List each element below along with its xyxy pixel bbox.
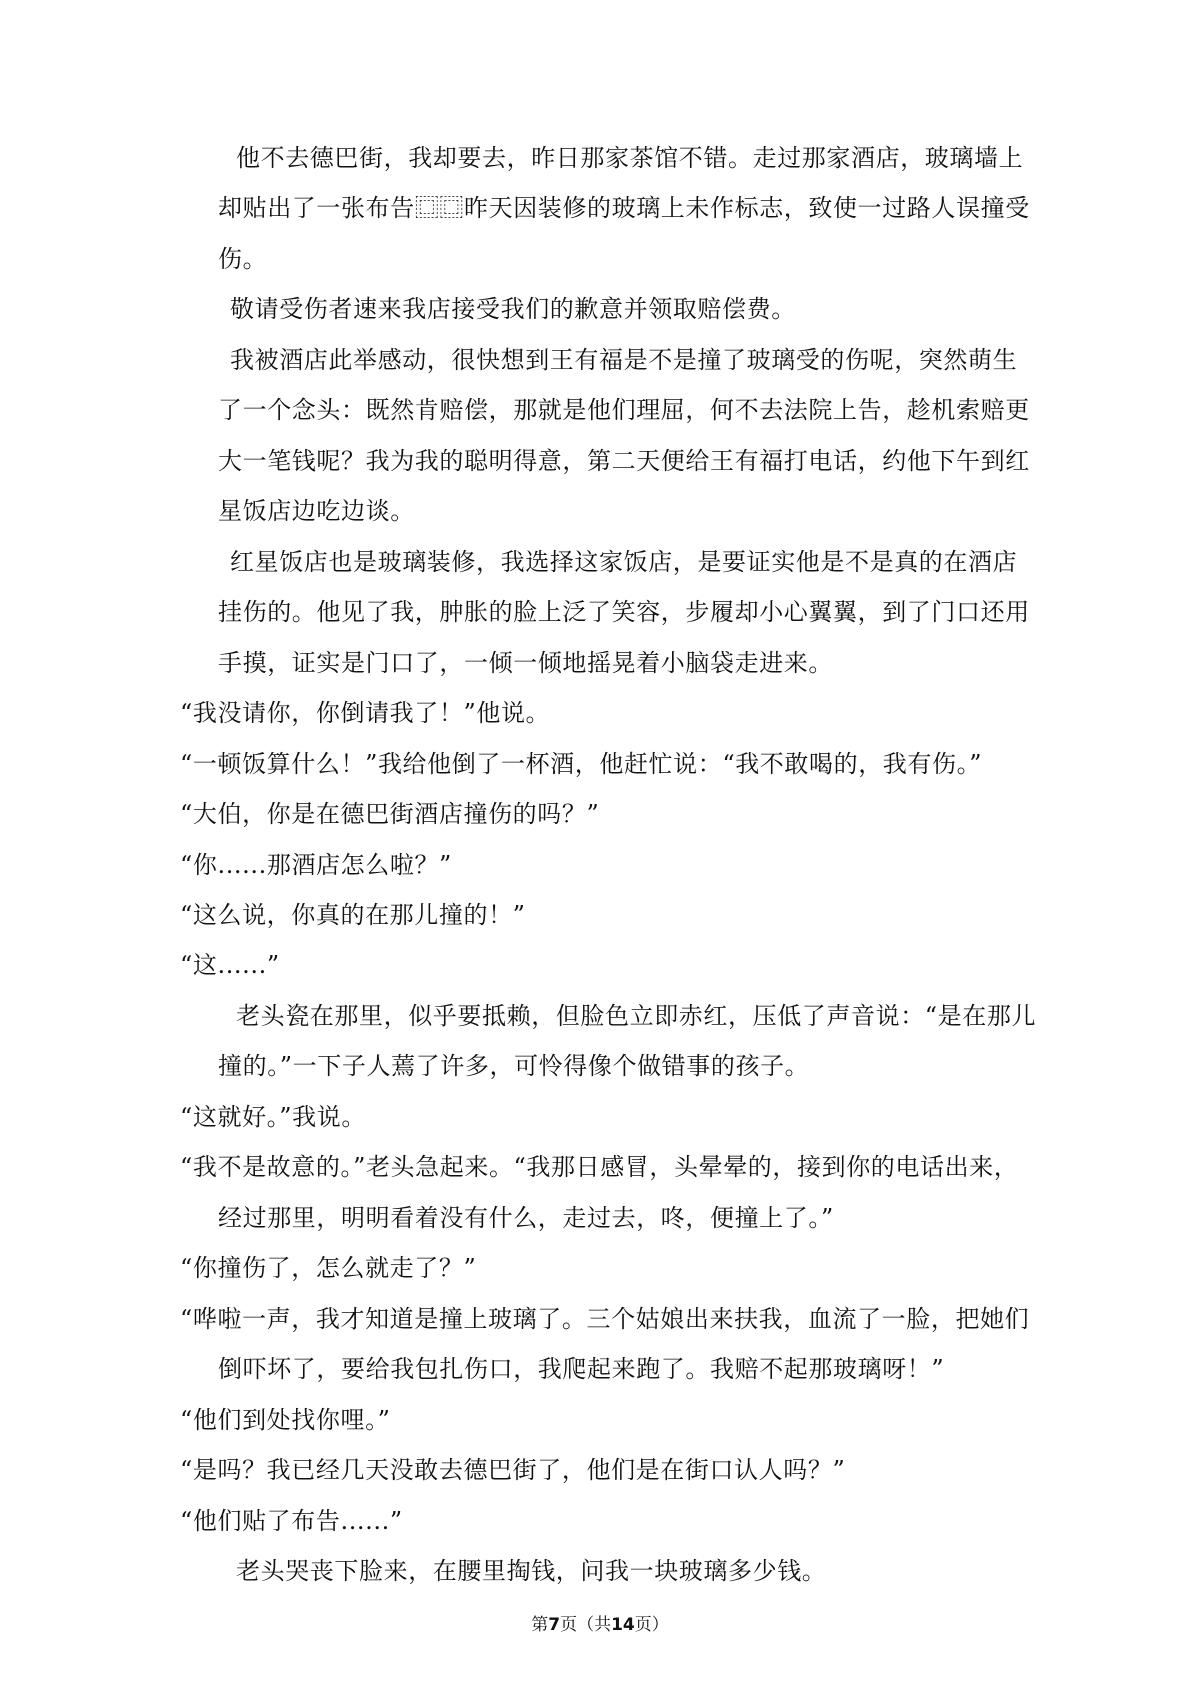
text-line: 星饭店边吃边谈。 bbox=[218, 497, 415, 525]
text-line: 敬请受伤者速来我店接受我们的歉意并领取赔偿费。 bbox=[230, 295, 796, 323]
text-line: 大一笔钱呢？我为我的聪明得意，第二天便给王有福打电话，约他下午到红 bbox=[218, 447, 1030, 475]
text-line: “我不是故意的。”老头急起来。“我那日感冒，头晕晕的，接到你的电话出来， bbox=[180, 1153, 1019, 1181]
text-line: “一顿饭算什么！”我给他倒了一杯酒，他赶忙说：“我不敢喝的，我有伤。” bbox=[180, 750, 983, 778]
page-footer bbox=[0, 1614, 1200, 1636]
text-line: 老头瓷在那里，似乎要抵赖，但脸色立即赤红，压低了声音说：“是在那儿 bbox=[236, 1002, 1037, 1030]
text-line: 挂伤的。他见了我，肿胀的脸上泛了笑容，步履却小心翼翼，到了门口还用 bbox=[218, 598, 1030, 626]
text-line: 手摸，证实是门口了，一倾一倾地摇晃着小脑袋走进来。 bbox=[218, 649, 833, 677]
text-line: 老头哭丧下脸来，在腰里掏钱，问我一块玻璃多少钱。 bbox=[236, 1557, 827, 1585]
footer-prefix: 第 bbox=[531, 1615, 549, 1635]
footer-suffix: 页） bbox=[634, 1615, 669, 1635]
text-line: “这......” bbox=[180, 951, 280, 979]
text-line: “他们到处找你哩。” bbox=[180, 1406, 391, 1434]
text-line: 撞的。”一下子人蔫了许多，可怜得像个做错事的孩子。 bbox=[218, 1052, 810, 1080]
footer-total-pages: 14 bbox=[611, 1615, 635, 1635]
text-line: “这就好。”我说。 bbox=[180, 1103, 366, 1131]
text-line: “哗啦一声，我才知道是撞上玻璃了。三个姑娘出来扶我，血流了一脸，把她们 bbox=[180, 1305, 1030, 1333]
text-line: “大伯，你是在德巴街酒店撞伤的吗？” bbox=[180, 800, 600, 828]
text-line: 了一个念头：既然肯赔偿，那就是他们理屈，何不去法院上告，趁机索赔更 bbox=[218, 396, 1030, 424]
text-line: “你撞伤了，怎么就走了？” bbox=[180, 1254, 477, 1282]
text-line: “这么说，你真的在那儿撞的！” bbox=[180, 901, 526, 929]
text-line: 伤。 bbox=[218, 245, 268, 273]
footer-middle: 页（共 bbox=[560, 1615, 612, 1635]
text-line: “是吗？我已经几天没敢去德巴街了，他们是在街口认人吗？” bbox=[180, 1456, 846, 1484]
text-line: “你......那酒店怎么啦？” bbox=[180, 851, 452, 879]
text-line: “我没请你，你倒请我了！”他说。 bbox=[180, 699, 551, 727]
text-line: 却贴出了一张布告⿴⿴昨天因装修的玻璃上未作标志，致使一过路人误撞受 bbox=[218, 194, 1030, 222]
text-line: 经过那里，明明看着没有什么，走过去，咚，便撞上了。” bbox=[218, 1204, 834, 1232]
text-line: 倒吓坏了，要给我包扎伤口，我爬起来跑了。我赔不起那玻璃呀！” bbox=[218, 1355, 945, 1383]
footer-page-number: 7 bbox=[548, 1615, 561, 1635]
text-line: 他不去德巴街，我却要去，昨日那家茶馆不错。走过那家酒店，玻璃墙上 bbox=[236, 144, 1024, 172]
text-line: 红星饭店也是玻璃装修，我选择这家饭店，是要证实他是不是真的在酒店 bbox=[230, 548, 1018, 576]
text-line: 我被酒店此举感动，很快想到王有福是不是撞了玻璃受的伤呢，突然萌生 bbox=[230, 346, 1018, 374]
text-line: “他们贴了布告......” bbox=[180, 1507, 403, 1535]
